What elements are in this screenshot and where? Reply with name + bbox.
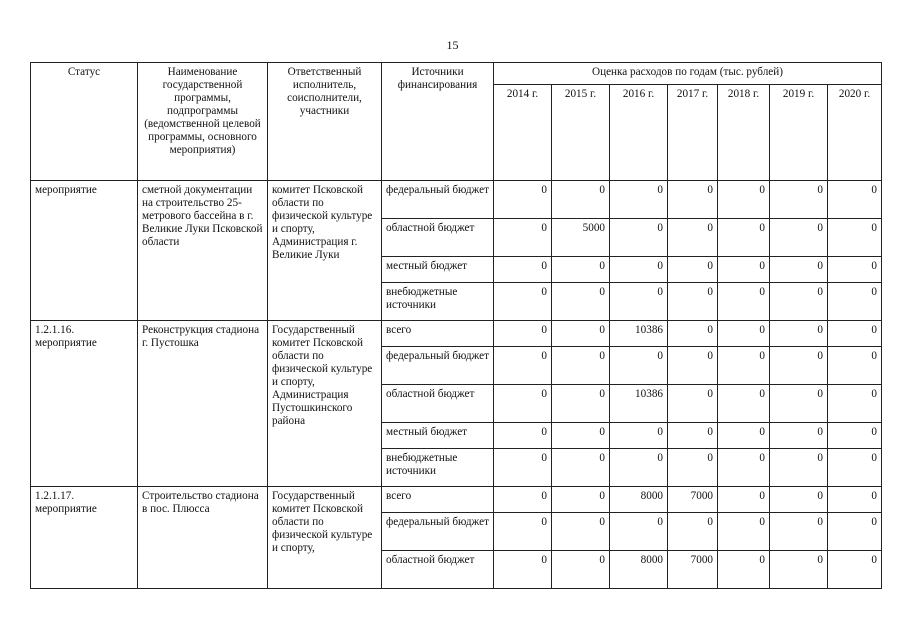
header-year: 2017 г. xyxy=(668,85,718,181)
amount-cell: 0 xyxy=(668,321,718,347)
amount-cell: 8000 xyxy=(610,487,668,513)
amount-cell: 0 xyxy=(494,181,552,219)
amount-cell: 0 xyxy=(828,423,882,449)
amount-cell: 0 xyxy=(770,283,828,321)
amount-cell: 0 xyxy=(552,347,610,385)
block-status: 1.2.1.16. мероприятие xyxy=(31,321,138,487)
amount-cell: 0 xyxy=(552,449,610,487)
amount-cell: 0 xyxy=(718,283,770,321)
header-year: 2016 г. xyxy=(610,85,668,181)
amount-cell: 0 xyxy=(718,487,770,513)
amount-cell: 0 xyxy=(828,385,882,423)
amount-cell: 0 xyxy=(718,347,770,385)
amount-cell: 0 xyxy=(494,423,552,449)
amount-cell: 0 xyxy=(610,219,668,257)
amount-cell: 0 xyxy=(668,257,718,283)
header-year: 2015 г. xyxy=(552,85,610,181)
funding-source: федеральный бюджет xyxy=(382,181,494,219)
amount-cell: 0 xyxy=(552,385,610,423)
amount-cell: 5000 xyxy=(552,219,610,257)
amount-cell: 0 xyxy=(828,181,882,219)
amount-cell: 0 xyxy=(770,347,828,385)
block-responsible: комитет Псковской области по физической культуре и спорту, Администрация г. Великие Луки xyxy=(268,181,382,321)
amount-cell: 0 xyxy=(668,513,718,551)
header-year: 2014 г. xyxy=(494,85,552,181)
header-sources: Источники финансирования xyxy=(382,63,494,181)
amount-cell: 0 xyxy=(668,283,718,321)
amount-cell: 0 xyxy=(494,283,552,321)
funding-source: областной бюджет xyxy=(382,219,494,257)
amount-cell: 0 xyxy=(668,181,718,219)
amount-cell: 0 xyxy=(552,181,610,219)
amount-cell: 0 xyxy=(668,347,718,385)
amount-cell: 0 xyxy=(770,321,828,347)
amount-cell: 0 xyxy=(828,219,882,257)
amount-cell: 0 xyxy=(610,283,668,321)
amount-cell: 0 xyxy=(770,257,828,283)
amount-cell: 0 xyxy=(828,449,882,487)
amount-cell: 10386 xyxy=(610,321,668,347)
header-name: Наименование государственной программы, подпрограммы (ведомственной целевой программы, основного мероприятия) xyxy=(138,63,268,181)
block-responsible: Государственный комитет Псковской области по физической культуре и спорту, xyxy=(268,487,382,589)
funding-source: всего xyxy=(382,487,494,513)
funding-source: всего xyxy=(382,321,494,347)
amount-cell: 0 xyxy=(828,347,882,385)
amount-cell: 0 xyxy=(668,385,718,423)
amount-cell: 0 xyxy=(552,257,610,283)
amount-cell: 0 xyxy=(552,551,610,589)
amount-cell: 0 xyxy=(718,513,770,551)
funding-source: местный бюджет xyxy=(382,257,494,283)
amount-cell: 0 xyxy=(494,257,552,283)
amount-cell: 0 xyxy=(770,551,828,589)
amount-cell: 0 xyxy=(552,321,610,347)
amount-cell: 0 xyxy=(770,487,828,513)
amount-cell: 0 xyxy=(718,257,770,283)
amount-cell: 0 xyxy=(494,385,552,423)
amount-cell: 0 xyxy=(718,321,770,347)
funding-source: областной бюджет xyxy=(382,385,494,423)
amount-cell: 0 xyxy=(718,423,770,449)
table-row xyxy=(31,321,882,347)
header-year: 2019 г. xyxy=(770,85,828,181)
amount-cell: 0 xyxy=(494,513,552,551)
amount-cell: 0 xyxy=(494,219,552,257)
funding-source: областной бюджет xyxy=(382,551,494,589)
amount-cell: 0 xyxy=(770,181,828,219)
amount-cell: 0 xyxy=(668,219,718,257)
table-row xyxy=(31,181,882,219)
funding-source: внебюджетные источники xyxy=(382,283,494,321)
amount-cell: 0 xyxy=(770,449,828,487)
amount-cell: 0 xyxy=(552,283,610,321)
block-responsible: Государственный комитет Псковской области по физической культуре и спорту, Администрация Пустошкинского района xyxy=(268,321,382,487)
amount-cell: 0 xyxy=(494,449,552,487)
amount-cell: 0 xyxy=(828,257,882,283)
funding-source: федеральный бюджет xyxy=(382,347,494,385)
block-name: Строительство стадиона в пос. Плюсса xyxy=(138,487,268,589)
amount-cell: 0 xyxy=(828,551,882,589)
amount-cell: 0 xyxy=(610,513,668,551)
amount-cell: 0 xyxy=(552,513,610,551)
amount-cell: 10386 xyxy=(610,385,668,423)
amount-cell: 0 xyxy=(668,449,718,487)
amount-cell: 0 xyxy=(828,321,882,347)
amount-cell: 0 xyxy=(718,551,770,589)
funding-source: внебюджетные источники xyxy=(382,449,494,487)
amount-cell: 7000 xyxy=(668,487,718,513)
amount-cell: 0 xyxy=(828,513,882,551)
amount-cell: 0 xyxy=(610,449,668,487)
block-name: сметной документации на строительство 25-метрового бассейна в г. Великие Луки Псковской области xyxy=(138,181,268,321)
table-row xyxy=(31,487,882,513)
header-year: 2020 г. xyxy=(828,85,882,181)
funding-source: местный бюджет xyxy=(382,423,494,449)
amount-cell: 0 xyxy=(552,487,610,513)
amount-cell: 0 xyxy=(610,347,668,385)
amount-cell: 0 xyxy=(718,181,770,219)
header-estimate: Оценка расходов по годам (тыс. рублей) xyxy=(494,63,882,85)
page-number: 15 xyxy=(446,38,459,52)
amount-cell: 0 xyxy=(494,487,552,513)
amount-cell: 0 xyxy=(494,551,552,589)
header-responsible: Ответственный исполнитель, соисполнители, участники xyxy=(268,63,382,181)
amount-cell: 7000 xyxy=(668,551,718,589)
amount-cell: 8000 xyxy=(610,551,668,589)
amount-cell: 0 xyxy=(770,385,828,423)
amount-cell: 0 xyxy=(610,181,668,219)
amount-cell: 0 xyxy=(718,449,770,487)
header-year: 2018 г. xyxy=(718,85,770,181)
block-status: 1.2.1.17. мероприятие xyxy=(31,487,138,589)
amount-cell: 0 xyxy=(668,423,718,449)
block-name: Реконструкция стадиона г. Пустошка xyxy=(138,321,268,487)
amount-cell: 0 xyxy=(718,385,770,423)
amount-cell: 0 xyxy=(828,487,882,513)
amount-cell: 0 xyxy=(718,219,770,257)
amount-cell: 0 xyxy=(770,513,828,551)
amount-cell: 0 xyxy=(770,423,828,449)
amount-cell: 0 xyxy=(552,423,610,449)
block-status: мероприятие xyxy=(31,181,138,321)
amount-cell: 0 xyxy=(494,347,552,385)
header-status: Статус xyxy=(31,63,138,181)
amount-cell: 0 xyxy=(494,321,552,347)
amount-cell: 0 xyxy=(770,219,828,257)
amount-cell: 0 xyxy=(828,283,882,321)
expenditure-table xyxy=(30,62,882,589)
table-body xyxy=(31,181,882,589)
funding-source: федеральный бюджет xyxy=(382,513,494,551)
amount-cell: 0 xyxy=(610,423,668,449)
amount-cell: 0 xyxy=(610,257,668,283)
